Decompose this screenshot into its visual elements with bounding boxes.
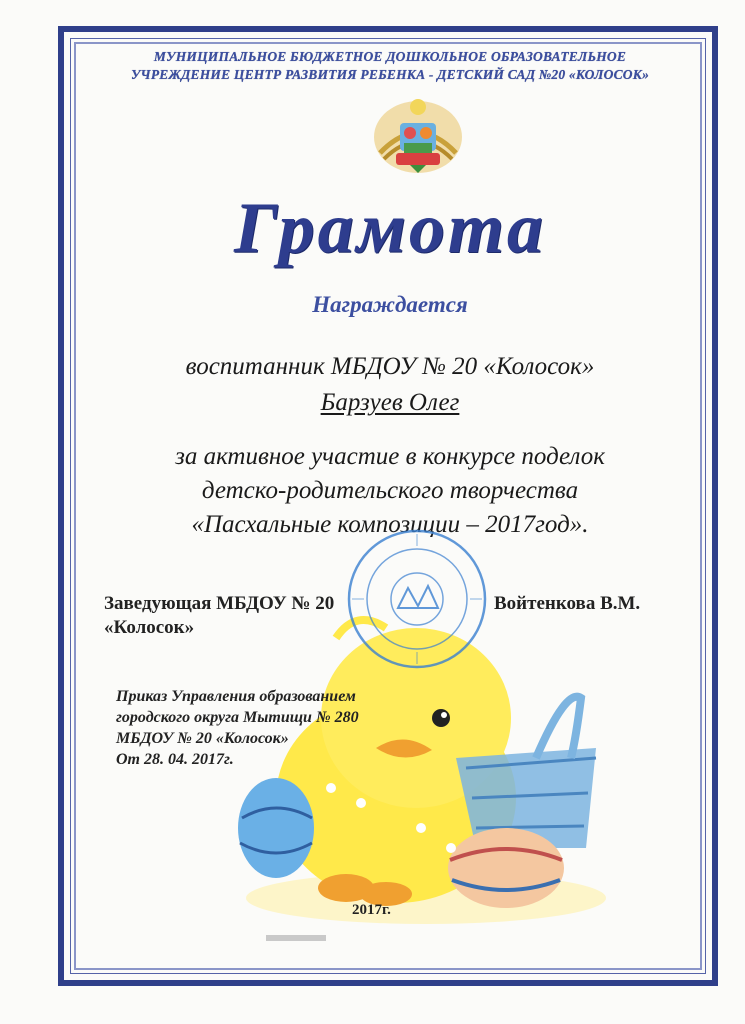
header-line-2: УЧРЕЖДЕНИЕ ЦЕНТР РАЗВИТИЯ РЕБЕНКА - ДЕТСКИЙ САД №20 «КОЛОСОК» xyxy=(130,67,650,82)
awarded-label: Награждается xyxy=(312,292,468,317)
institution-header xyxy=(80,48,700,84)
kindergarten-logo xyxy=(370,93,466,175)
reason-line-2: детско-родительского творчества xyxy=(201,477,579,504)
order-line-3: МБДОУ № 20 «Колосок» xyxy=(116,730,289,747)
certificate-year: 2017г. xyxy=(352,902,391,918)
certificate-title: Грамота xyxy=(234,188,546,268)
illustration-caption-mark xyxy=(266,934,326,942)
signatory-position xyxy=(104,592,334,640)
signatory-position-line-2: «Колосок» xyxy=(104,617,195,638)
official-stamp xyxy=(346,528,488,670)
recipient-name: Барзуев Олег xyxy=(320,389,460,416)
order-line-1: Приказ Управления образованием xyxy=(116,688,356,705)
order-line-4: От 28. 04. 2017г. xyxy=(116,751,234,768)
header-line-1: МУНИЦИПАЛЬНОЕ БЮДЖЕТНОЕ ДОШКОЛЬНОЕ ОБРАЗОВАТЕЛЬНОЕ xyxy=(153,49,627,64)
order-reference xyxy=(116,686,359,770)
reason-line-1: за активное участие в конкурсе поделок xyxy=(175,443,605,470)
reason-line-3: «Пасхальные композиции – 2017год». xyxy=(191,511,589,538)
recipient-role: воспитанник МБДОУ № 20 «Колосок» xyxy=(185,353,595,380)
order-line-2: городского округа Мытищи № 280 xyxy=(116,709,359,726)
signatory-position-line-1: Заведующая МБДОУ № 20 xyxy=(104,593,335,614)
signatory-name: Войтенкова В.М. xyxy=(494,593,641,614)
